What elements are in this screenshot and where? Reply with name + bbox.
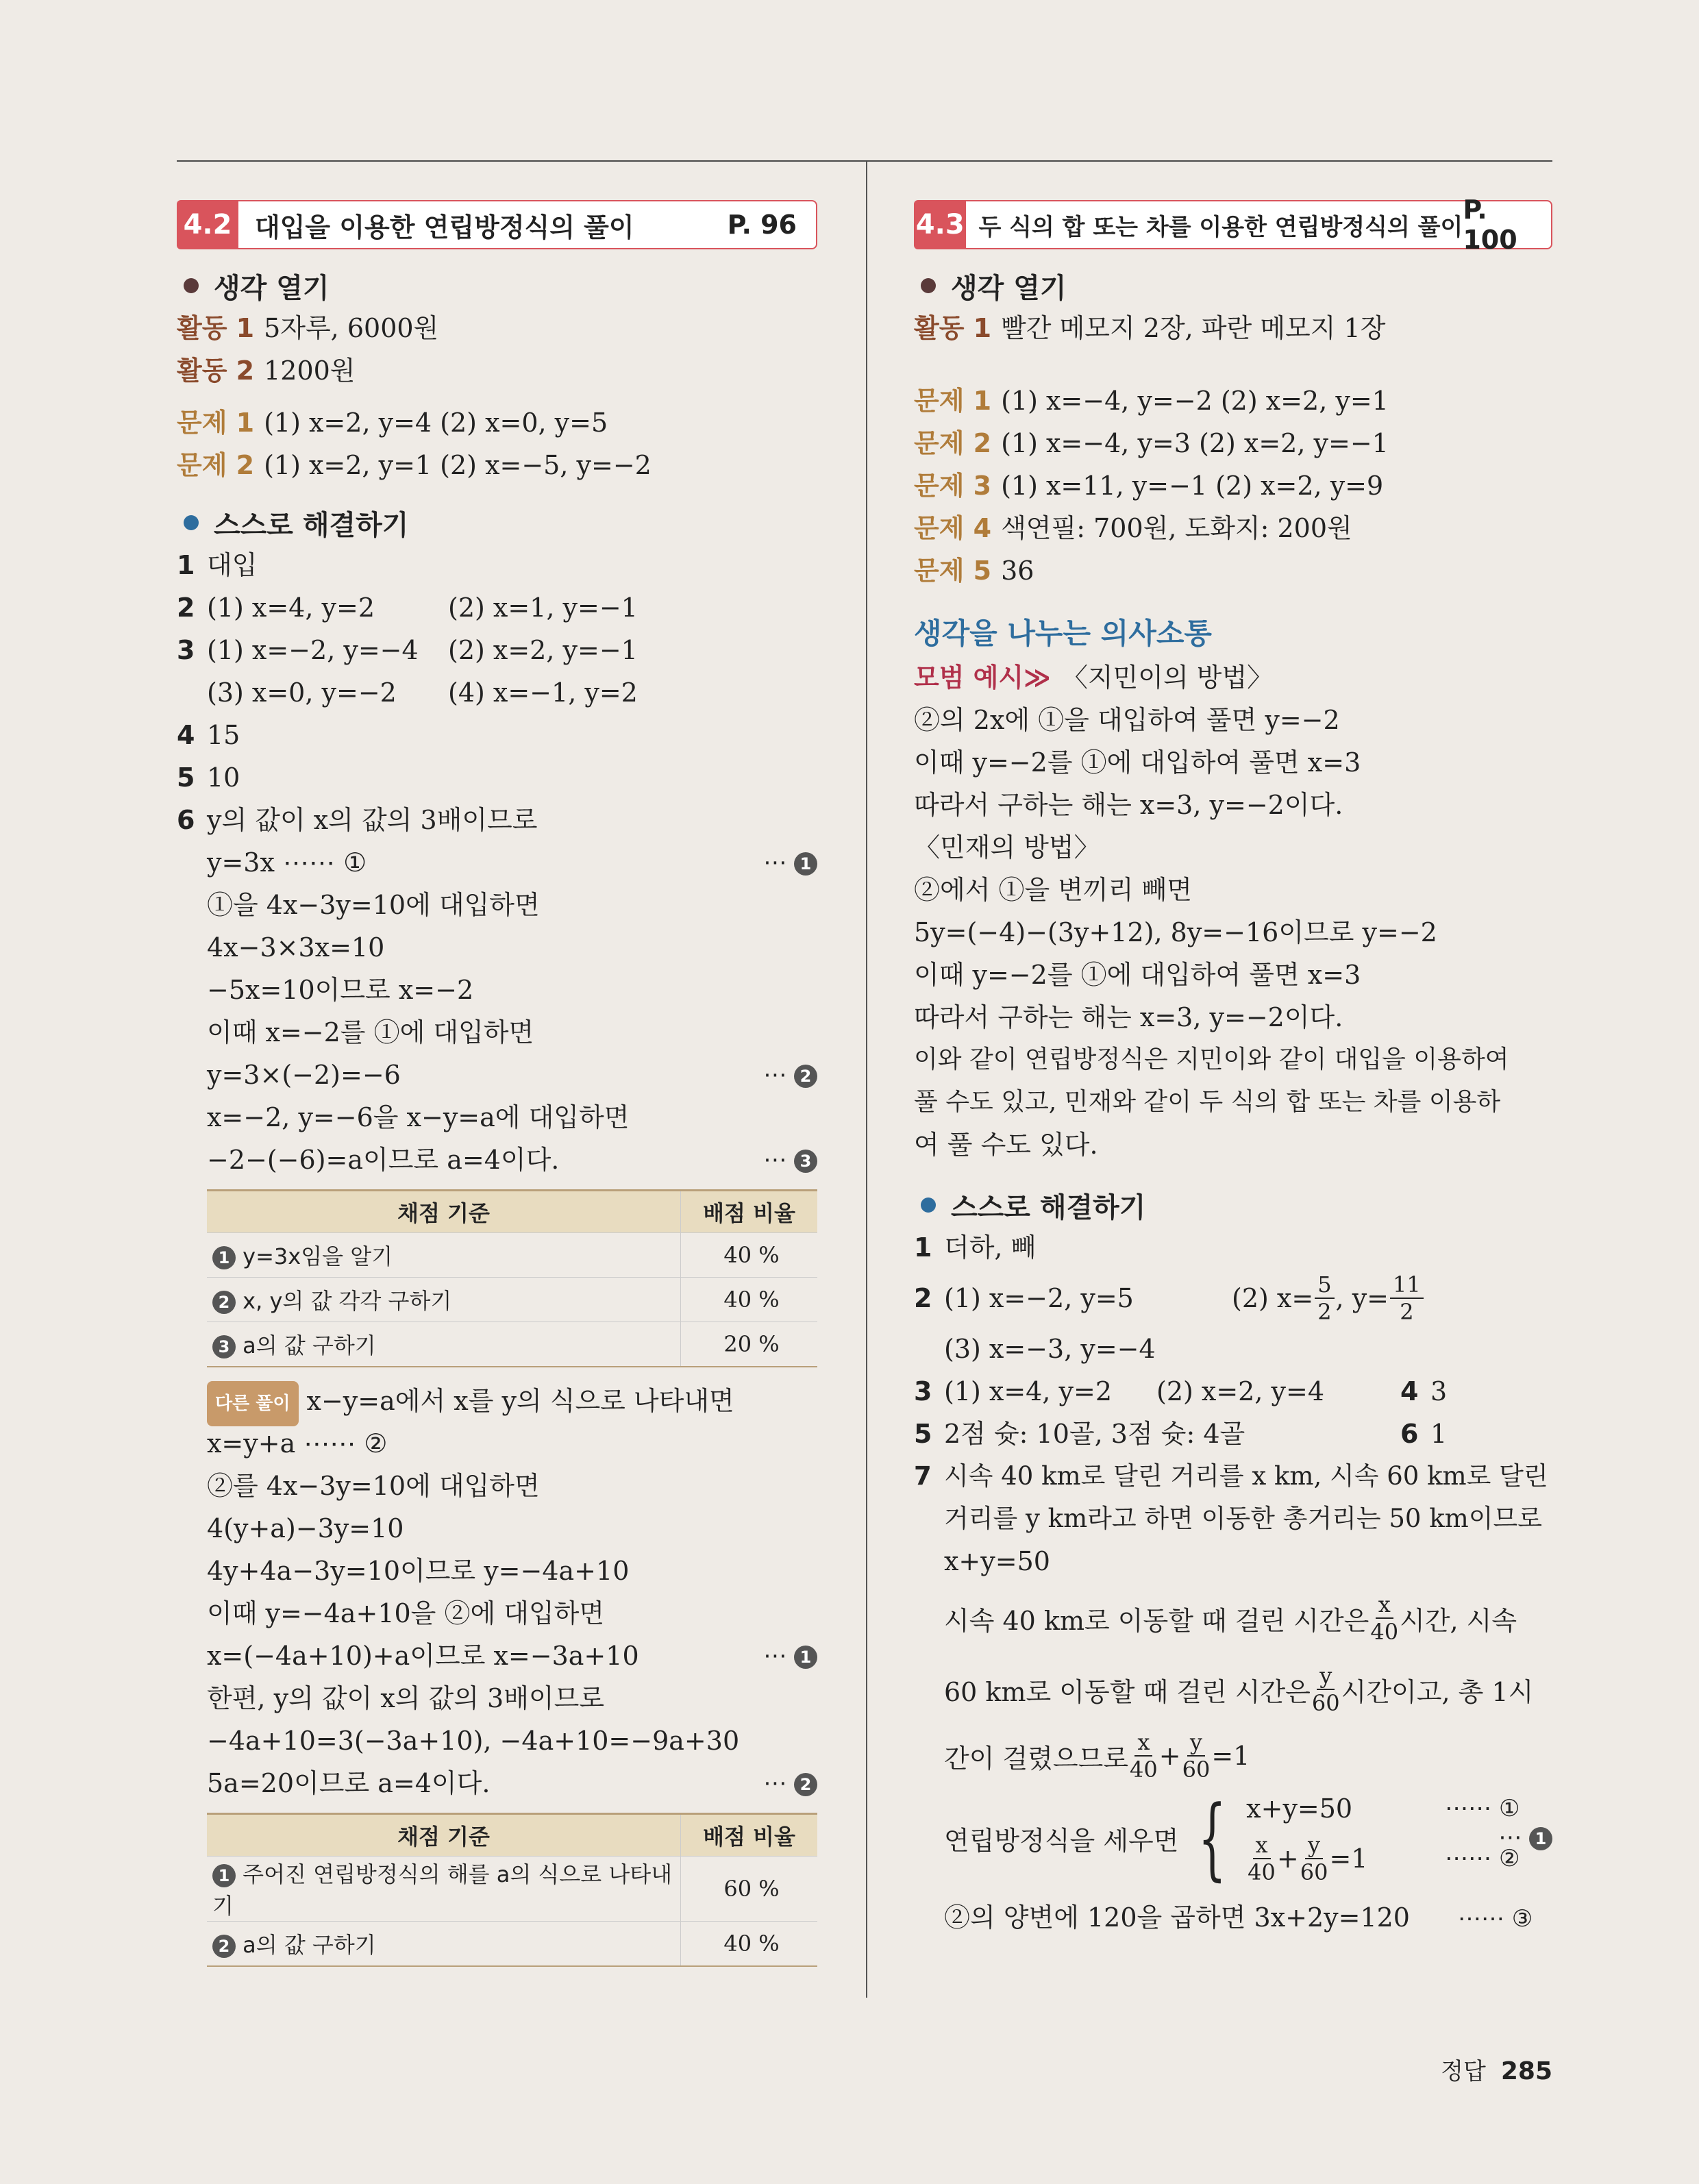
answer-7-line: ②의 양변에 120을 곱하면 3x+2y=120 ⋯⋯ ③ <box>944 1902 1533 1933</box>
answer-7: 7 시속 40 km로 달린 거리를 x km, 시속 60 km로 달린 <box>914 1461 1548 1491</box>
answer-6-line: 이때 x=−2를 ①에 대입하면 <box>207 1017 534 1047</box>
problem-2: 문제 2 (1) x=2, y=1 (2) x=−5, y=−2 <box>177 450 652 480</box>
answer-6: 6 y의 값이 x의 값의 3배이므로 <box>177 805 538 835</box>
answer-5: 5 2점 슛: 10골, 3점 슛: 4골 6 1 <box>914 1419 1448 1449</box>
think-heading: 생각 열기 <box>914 264 1552 307</box>
table-row: 1 y=3x임을 알기 40 % <box>207 1233 817 1278</box>
think-heading: 생각 열기 <box>177 264 817 307</box>
alt-solution-line: ②를 4x−3y=10에 대입하면 <box>207 1471 540 1501</box>
bullet-icon <box>921 1198 936 1213</box>
section-number: 4.3 <box>914 200 966 249</box>
share-line: ②에서 ①을 변끼리 빼면 <box>914 875 1192 905</box>
answer-2: 2 (1) x=4, y=2 (2) x=1, y=−1 <box>177 593 638 623</box>
fraction: $\frac{x}{40}$ <box>1248 1832 1276 1885</box>
left-column <box>177 200 817 1967</box>
share-line: 모범 예시≫ 〈지민이의 방법〉 <box>914 662 1274 693</box>
alt-solution-line: 한편, y의 값이 x의 값의 3배이므로 <box>207 1683 605 1713</box>
alt-solution-line: x=y+a ⋯⋯ ② <box>207 1428 388 1459</box>
scoring-table-1: 채점 기준 배점 비율 1 y=3x임을 알기 40 % 2 x, y의 값 각각 구하기 40 % 3 a의 값 구하기 20 % <box>207 1189 817 1367</box>
right-column <box>914 195 1552 1939</box>
bullet-icon <box>184 515 199 530</box>
step-mark: ⋯ 2 <box>763 1054 817 1096</box>
scoring-table-2: 채점 기준 배점 비율 1 주어진 연립방정식의 해를 a의 식으로 나타내기 60 % 2 a의 값 구하기 40 % <box>207 1813 817 1967</box>
column-divider <box>866 162 867 1998</box>
table-row: 1 주어진 연립방정식의 해를 a의 식으로 나타내기 60 % <box>207 1857 817 1922</box>
section-title: 대입을 이용한 연립방정식의 풀이 <box>255 212 634 243</box>
table-row: 2 a의 값 구하기 40 % <box>207 1922 817 1967</box>
step-mark: ⋯ 3 <box>763 1139 817 1181</box>
fraction: $\frac{11}{2}$ <box>1390 1271 1424 1325</box>
answer-6-line: 4x−3×3x=10 <box>207 932 385 963</box>
answer-3: 3 (1) x=4, y=2 (2) x=2, y=4 4 3 <box>914 1376 1448 1406</box>
alt-solution-line: 5a=20이므로 a=4이다. ⋯ 2 <box>177 1762 817 1804</box>
activity-1: 활동 1 빨간 메모지 2장, 파란 메모지 1장 <box>914 313 1386 343</box>
fraction: $\frac{x}{40}$ <box>1370 1591 1399 1645</box>
share-line: 풀 수도 있고, 민재와 같이 두 식의 합 또는 차를 이용하 <box>914 1088 1501 1116</box>
step-mark: ⋯ 2 <box>763 1762 817 1804</box>
answer-6-line: −2−(−6)=a이므로 a=4이다. ⋯ 3 <box>177 1139 817 1181</box>
step-mark: ⋯ 1 <box>763 1635 817 1677</box>
section-page: P. 100 <box>1463 195 1517 255</box>
alt-solution-badge: 다른 풀이 <box>207 1381 299 1426</box>
top-rule-right <box>869 160 1552 162</box>
answer-1: 1 더하, 빼 <box>914 1232 1037 1263</box>
alt-solution-line: 4y+4a−3y=10이므로 y=−4a+10 <box>207 1556 630 1586</box>
self-heading: 스스로 해결하기 <box>177 501 817 544</box>
share-line: 따라서 구하는 해는 x=3, y=−2이다. <box>914 1002 1343 1032</box>
answer-6-line: y=3x ⋯⋯ ① ⋯ 1 <box>177 841 817 884</box>
fraction: $\frac{y}{60}$ <box>1300 1832 1328 1885</box>
bullet-icon <box>184 278 199 293</box>
share-line: 〈민재의 방법〉 <box>914 832 1100 863</box>
problem-1: 문제 1 (1) x=−4, y=−2 (2) x=2, y=1 <box>914 386 1389 416</box>
step-mark: ⋯ 1 <box>1498 1824 1552 1851</box>
top-rule <box>177 160 869 162</box>
answer-2: 2 (1) x=−2, y=5 (2) x= $\frac{5}{2}$ , y= $\frac{11}{2}$ <box>914 1269 1552 1328</box>
answer-6-line: y=3×(−2)=−6 ⋯ 2 <box>177 1054 817 1096</box>
table-row: 3 a의 값 구하기 20 % <box>207 1322 817 1367</box>
footer-label: 정답 <box>1441 2058 1486 2085</box>
section-header-4-3 <box>914 195 1552 255</box>
problem-4: 문제 4 색연필: 700원, 도화지: 200원 <box>914 513 1352 543</box>
alt-solution-line: 이때 y=−4a+10을 ②에 대입하면 <box>207 1598 605 1628</box>
answer-6-line: −5x=10이므로 x=−2 <box>207 975 474 1005</box>
share-line: 5y=(−4)−(3y+12), 8y=−16이므로 y=−2 <box>914 917 1437 947</box>
answer-6-line: x=−2, y=−6을 x−y=a에 대입하면 <box>207 1102 630 1132</box>
problem-2: 문제 2 (1) x=−4, y=3 (2) x=2, y=−1 <box>914 428 1389 458</box>
answer-7-line: 거리를 y km라고 하면 이동한 총거리는 50 km이므로 <box>944 1504 1542 1533</box>
alt-solution-line: 다른 풀이 x−y=a에서 x를 y의 식으로 나타내면 <box>177 1380 817 1422</box>
answer-3-cont: (3) x=0, y=−2 (4) x=−1, y=2 <box>207 678 638 708</box>
page-footer <box>1441 2052 1552 2086</box>
page-number: 285 <box>1500 2057 1552 2085</box>
problem-1: 문제 1 (1) x=2, y=4 (2) x=0, y=5 <box>177 408 608 438</box>
alt-solution-line: x=(−4a+10)+a이므로 x=−3a+10 ⋯ 1 <box>177 1635 817 1677</box>
section-page: P. 96 <box>727 210 797 240</box>
answer-7-line: 간이 걸렸으므로 $\frac{x}{40}$ + $\frac{y}{60}$ =1 <box>944 1729 1250 1783</box>
activity-2: 활동 2 1200원 <box>177 356 356 386</box>
equation-system: 연립방정식을 세우면 { x+y=50 ⋯⋯ ① $\frac{x}{40}$ + $\frac{y}{60}$ =1 ⋯⋯ ② ⋯ 1 <box>914 1787 1552 1889</box>
share-line: 이때 y=−2를 ①에 대입하여 풀면 x=3 <box>914 960 1361 990</box>
answer-7-line: 60 km로 이동할 때 걸린 시간은 $\frac{y}{60}$ 시간이고, 총 1시 <box>944 1663 1534 1716</box>
problem-3: 문제 3 (1) x=11, y=−1 (2) x=2, y=9 <box>914 471 1384 501</box>
alt-solution-line: −4a+10=3(−3a+10), −4a+10=−9a+30 <box>207 1726 740 1756</box>
answer-7-line: x+y=50 <box>944 1546 1050 1576</box>
section-title: 두 식의 합 또는 차를 이용한 연립방정식의 풀이 <box>978 213 1463 241</box>
problem-5: 문제 5 36 <box>914 556 1034 586</box>
answer-2-cont: (3) x=−3, y=−4 <box>944 1334 1156 1364</box>
fraction: $\frac{5}{2}$ <box>1315 1271 1334 1325</box>
answer-6-line: ①을 4x−3y=10에 대입하면 <box>207 890 540 920</box>
table-row: 2 x, y의 값 각각 구하기 40 % <box>207 1278 817 1322</box>
activity-1: 활동 1 5자루, 6000원 <box>177 313 439 343</box>
share-line: ②의 2x에 ①을 대입하여 풀면 y=−2 <box>914 705 1340 735</box>
answer-7-line: 시속 40 km로 이동할 때 걸린 시간은 $\frac{x}{40}$ 시간, 시속 <box>944 1591 1517 1645</box>
share-line: 따라서 구하는 해는 x=3, y=−2이다. <box>914 790 1343 820</box>
section-number: 4.2 <box>177 200 238 249</box>
answer-1: 1 대입 <box>177 550 258 580</box>
answer-3: 3 (1) x=−2, y=−4 (2) x=2, y=−1 <box>177 635 638 665</box>
alt-solution-line: 4(y+a)−3y=10 <box>207 1513 404 1543</box>
share-heading: 생각을 나누는 의사소통 <box>914 617 1212 650</box>
bullet-icon <box>921 278 936 293</box>
share-line: 여 풀 수도 있다. <box>914 1130 1098 1160</box>
fraction: $\frac{y}{60}$ <box>1311 1663 1340 1716</box>
share-line: 이때 y=−2를 ①에 대입하여 풀면 x=3 <box>914 747 1361 778</box>
brace-icon: { <box>1198 1786 1227 1890</box>
fraction: $\frac{y}{60}$ <box>1182 1729 1211 1783</box>
self-heading: 스스로 해결하기 <box>914 1184 1552 1226</box>
answer-4: 4 15 <box>177 720 240 750</box>
section-header-4-2 <box>177 200 817 249</box>
share-line: 이와 같이 연립방정식은 지민이와 같이 대입을 이용하여 <box>914 1045 1509 1074</box>
answer-5: 5 10 <box>177 762 240 793</box>
step-mark: ⋯ 1 <box>763 841 817 884</box>
fraction: $\frac{x}{40}$ <box>1130 1729 1158 1783</box>
